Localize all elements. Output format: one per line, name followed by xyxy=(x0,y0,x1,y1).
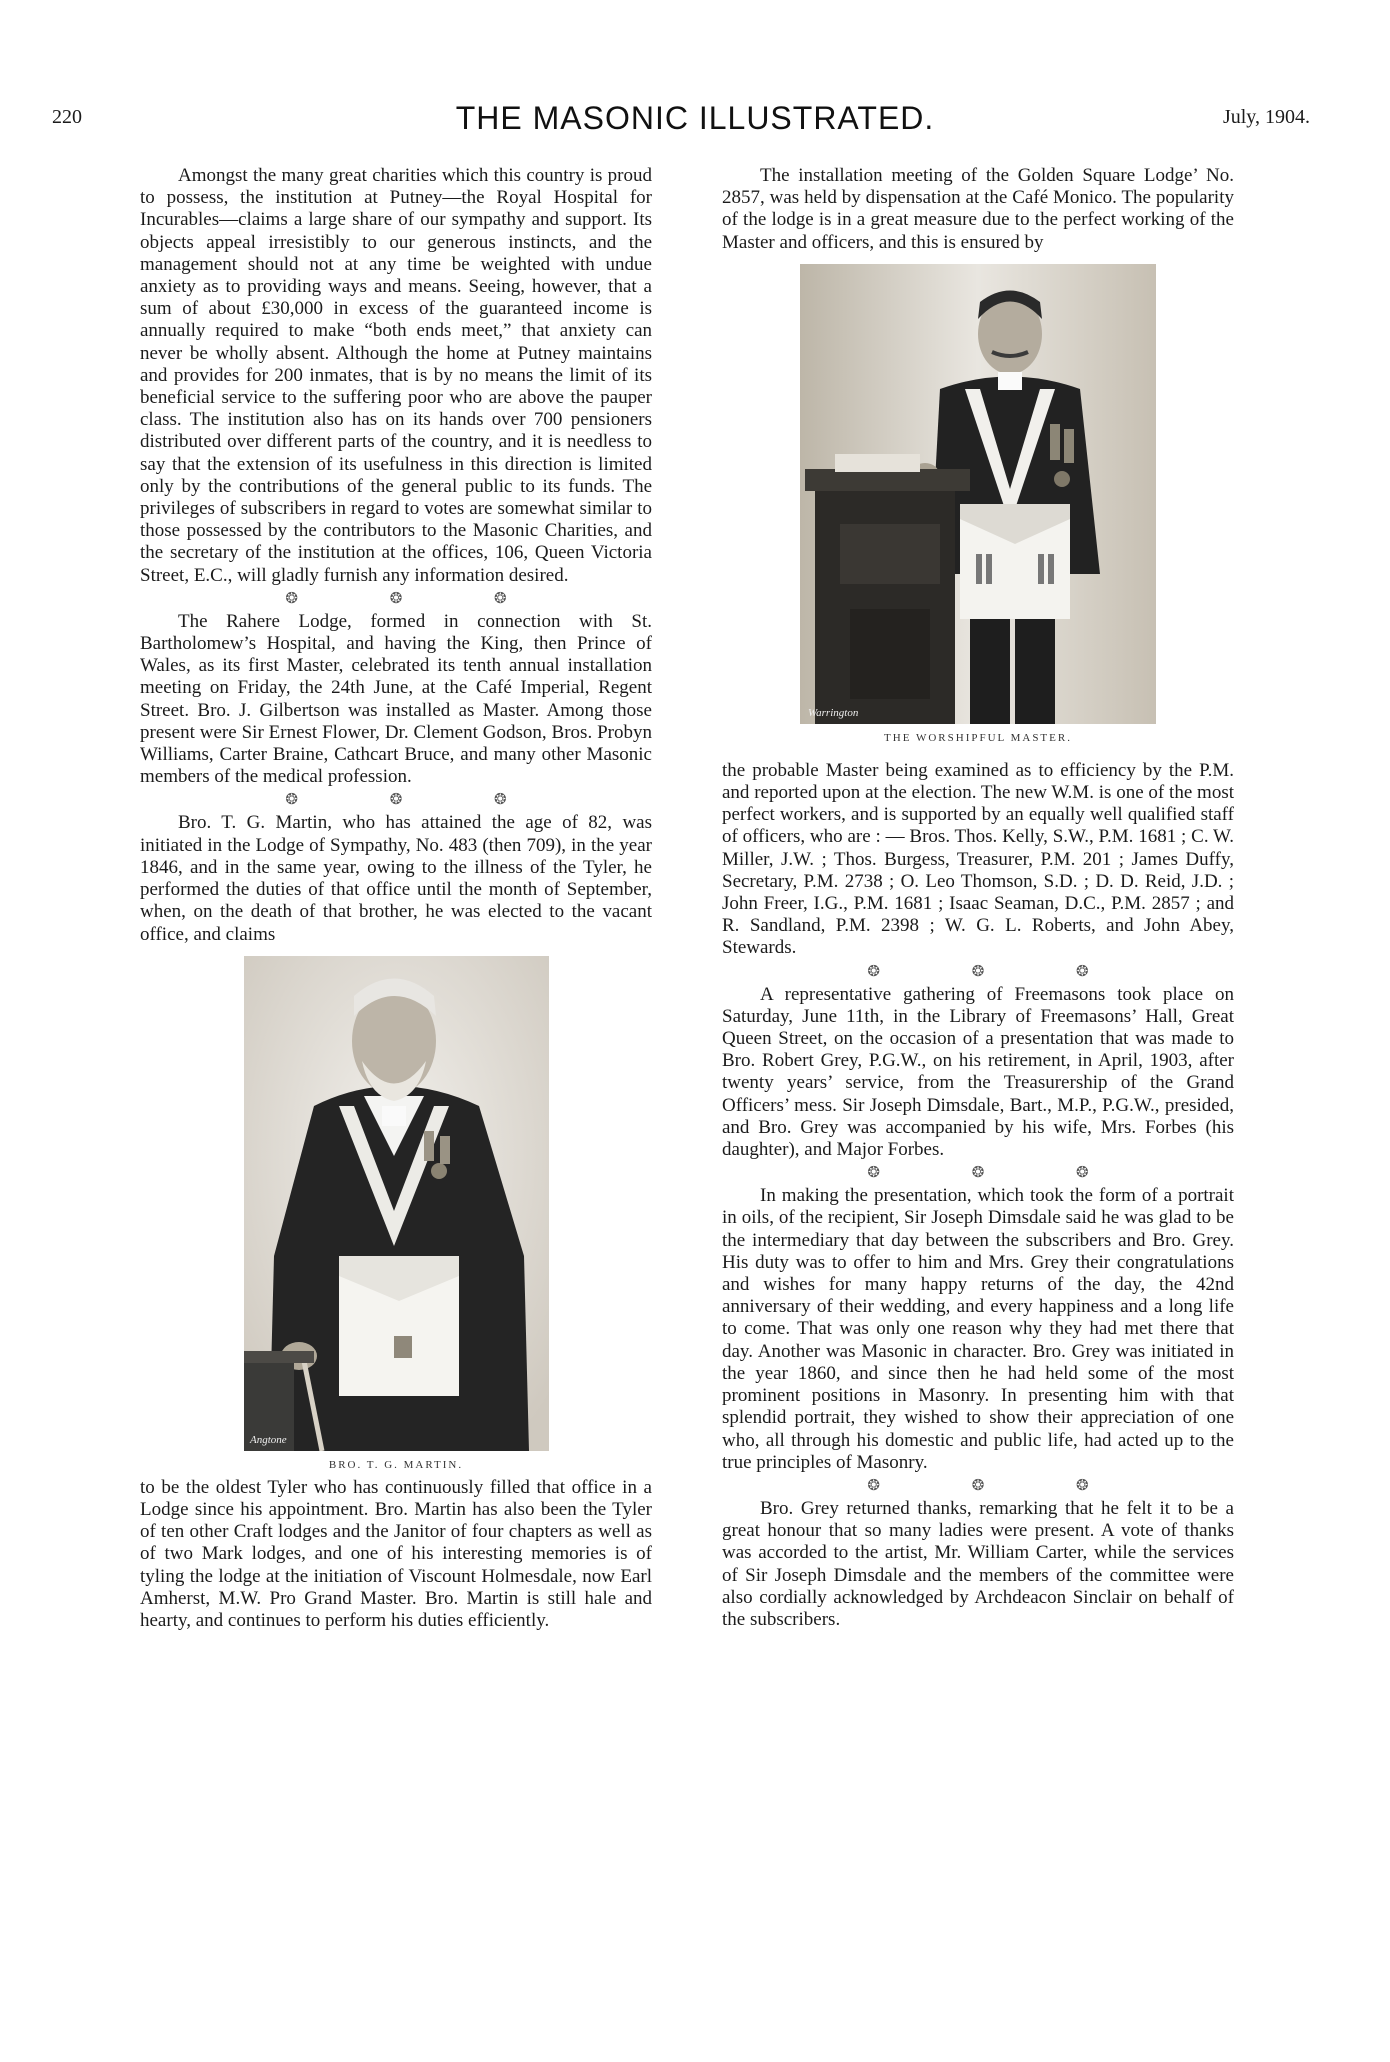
article-grey-presentation: A representative gathering of Freemasons took place on Saturday, June 11th, in the Library of Freemasons’ Hall, Great Queen Street, on the occasion of a presentation that was made to Bro. Robert Grey, P.G.W., on his retirement, in April, 1903, after twenty years’ service, from the Treasurership of the Grand Officers’ mess. Sir Joseph Dimsdale, Bart., M.P., P.G.W., presided, and Bro. Grey was accompanied by his wife, Mrs. Forbes (his daughter), and Major Forbes. xyxy=(722,983,1234,1161)
figure-caption: THE WORSHIPFUL MASTER. xyxy=(884,731,1072,744)
section-ornament: ❂ ❂ ❂ xyxy=(285,792,551,809)
article-royal-hospital: Amongst the many great charities which this country is proud to possess, the institution at Putney—the Royal Hospital for Incurables—claims a large share of our sympathy and support. Its objects appeal irresistibly to our generous instincts, and the management should not at any time be weighted with undue anxiety as to providing ways and means. Seeing, however, that a sum of about £30,000 in excess of the guaranteed income is annually required to make “both ends meet,” that anxiety can never be wholly absent. Although the home at Putney maintains and provides for 200 inmates, that is by no means the limit of its beneficial service to the suffering poor who are above the pauper class. The institution also has on its hands over 700 pensioners distributed over different parts of the country, and it is needless to say that the extension of its usefulness in this direction is limited only by the contributions of the general public to its funds. The privileges of subscribers in regard to votes are somewhat similar to those possessed by the contributors to the Masonic Charities, and the secretary of the institution at the offices, 106, Queen Victoria Street, E.C., will gladly furnish any information desired. xyxy=(140,165,652,586)
photo-bro-martin xyxy=(244,956,549,1451)
issue-date: July, 1904. xyxy=(1222,106,1310,128)
article-martin-intro: Bro. T. G. Martin, who has attained the age of 82, was initiated in the Lodge of Sympathy, No. 483 (then 709), in the year 1846, and in the same year, owing to the illness of the Tyler, he performed the duties of that office until the month of September, when, on the death of that brother, he was elected to the vacant office, and claims xyxy=(140,812,652,945)
section-ornament: ❂ ❂ ❂ xyxy=(867,1477,1133,1494)
photo-worshipful-master xyxy=(800,264,1156,724)
photographer-signature: Angtone xyxy=(249,1433,287,1446)
figure-worshipful-master xyxy=(722,264,1234,744)
article-golden-square: The installation meeting of the Golden Square Lodge’ No. 2857, was held by dispensation at the Café Monico. The popularity of the lodge is in a great measure due to the perfect working of the Master and officers, and this is ensured by xyxy=(722,165,1234,253)
section-ornament: ❂ ❂ ❂ xyxy=(867,1165,1133,1182)
article-golden-square-continued: the probable Master being examined as to efficiency by the P.M. and reported upon at the election. The new W.M. is one of the most perfect workers, and is supported by an equally well qualified staff of officers, who are : — Bros. Thos. Kelly, S.W., P.M. 1681 ; C. W. Miller, J.W. ; Thos. Burgess, Treasurer, P.M. 201 ; James Duffy, Secretary, P.M. 2738 ; O. Leo Thomson, S.D. ; D. D. Reid, J.D. ; John Freer, I.G., P.M. 1681 ; Isaac Seaman, D.C., P.M. 2857 ; and R. Sandland, P.M. 2398 ; W. G. L. Roberts, and John Abey, Stewards. xyxy=(722,759,1234,959)
photographer-signature: Warrington xyxy=(808,706,859,719)
section-ornament: ❂ ❂ ❂ xyxy=(867,963,1133,980)
article-dimsdale-speech: In making the presentation, which took the form of a portrait in oils, of the recipient, Sir Joseph Dimsdale said he was glad to be the intermediary that day between the subscribers and Bro. Grey. His duty was to offer to him and Mrs. Grey their congratulations and wishes for many happy returns of the day, the 42nd anniversary of their wedding, and every happiness and a long life to come. That was only one reason why they had met there that day. Another was Masonic in character. Bro. Grey was initiated in the year 1860, and since then he had held some of the most prominent positions in Masonry. In presenting him with that splendid portrait, they wished to show their appreciation of one who, all through his domestic and public life, had acted up to the true principles of Masonry. xyxy=(722,1185,1234,1473)
article-rahere-lodge: The Rahere Lodge, formed in connection with St. Bartholomew’s Hospital, and having the King, then Prince of Wales, as its first Master, celebrated its tenth annual installation meeting on Friday, the 24th June, at the Café Imperial, Regent Street. Bro. J. Gilbertson was installed as Master. Among those present were Sir Ernest Flower, Dr. Clement Godson, Bros. Probyn Williams, Carter Braine, Cathcart Bruce, and many other Masonic members of the medical profession. xyxy=(140,610,652,788)
figure-caption: BRO. T. G. MARTIN. xyxy=(328,1458,464,1471)
left-column xyxy=(140,165,652,1632)
page-number: 220 xyxy=(52,106,82,128)
figure-martin xyxy=(140,956,652,1471)
article-martin-continued: to be the oldest Tyler who has continuously filled that office in a Lodge since his appointment. Bro. Martin has also been the Tyler of ten other Craft lodges and the Janitor of four chapters as well as of two Mark lodges, and one of his interesting memories is of tyling the lodge at the initiation of Viscount Holmesdale, now Earl Amherst, M.W. Pro Grand Master. Bro. Martin is still hale and hearty, and continues to perform his duties efficiently. xyxy=(140,1476,652,1631)
masthead: THE MASONIC ILLUSTRATED. xyxy=(455,100,935,136)
article-grey-thanks: Bro. Grey returned thanks, remarking that he felt it to be a great honour that so many ladies were present. A vote of thanks was accorded to the artist, Mr. William Carter, while the services of Sir Joseph Dimsdale and the members of the committee were also cordially acknowledged by Archdeacon Sinclair on behalf of the subscribers. xyxy=(722,1497,1234,1630)
section-ornament: ❂ ❂ ❂ xyxy=(285,590,551,607)
right-column xyxy=(722,165,1234,1631)
page-header xyxy=(0,80,1390,136)
